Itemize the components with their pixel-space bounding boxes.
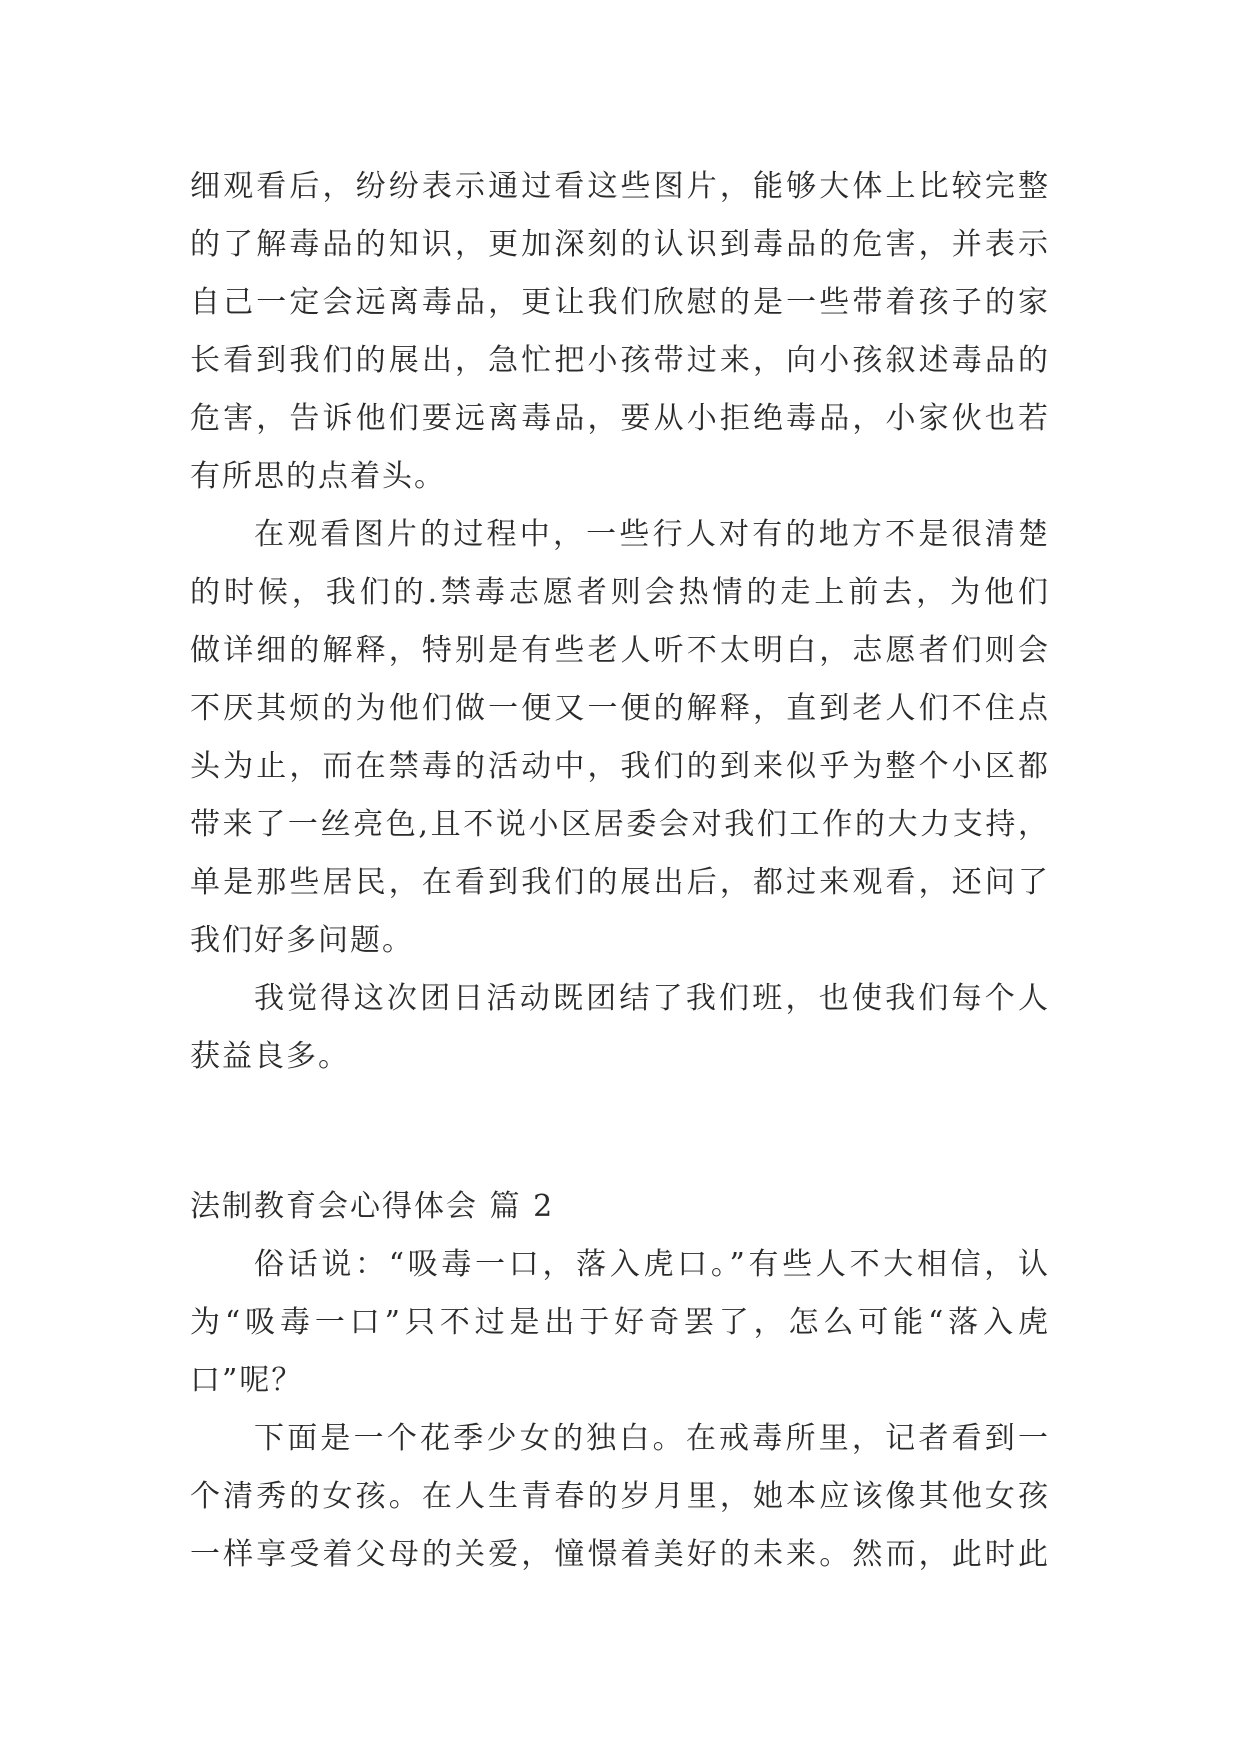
text-line: 我们好多问题。 (190, 923, 414, 958)
text-line: 个清秀的女孩。在人生青春的岁月里，她本应该像其他女孩 (190, 1479, 1050, 1514)
text-line: 口”呢？ (190, 1363, 304, 1398)
paragraph-2 (190, 506, 1050, 970)
paragraph-5 (190, 1410, 1050, 1584)
text-line: 头为止，而在禁毒的活动中，我们的到来似乎为整个小区都 (190, 749, 1050, 784)
paragraph-4 (190, 1236, 1050, 1410)
text-line: 危害，告诉他们要远离毒品，要从小拒绝毒品，小家伙也若 (190, 401, 1050, 436)
text-line: 自己一定会远离毒品，更让我们欣慰的是一些带着孩子的家 (190, 285, 1050, 320)
text-line: 单是那些居民，在看到我们的展出后，都过来观看，还问了 (190, 865, 1050, 900)
text-line: 不厌其烦的为他们做一便又一便的解释，直到老人们不住点 (190, 691, 1050, 726)
text-line: 长看到我们的展出，急忙把小孩带过来，向小孩叙述毒品的 (190, 343, 1050, 378)
text-line: 一样享受着父母的关爱，憧憬着美好的未来。然而，此时此 (190, 1537, 1050, 1572)
text-line: 为“吸毒一口”只不过是出于好奇罢了，怎么可能“落入虎 (190, 1305, 1050, 1340)
text-line: 俗话说：“吸毒一口，落入虎口。”有些人不大相信，认 (254, 1247, 1050, 1282)
text-line: 带来了一丝亮色,且不说小区居委会对我们工作的大力支持， (190, 807, 1050, 842)
document-body (190, 158, 1050, 1584)
text-line: 的了解毒品的知识，更加深刻的认识到毒品的危害，并表示 (190, 227, 1050, 262)
paragraph-3 (190, 970, 1050, 1086)
text-line: 的时候，我们的.禁毒志愿者则会热情的走上前去，为他们 (190, 575, 1050, 610)
section-title: 法制教育会心得体会 篇 2 (190, 1189, 555, 1224)
text-line: 下面是一个花季少女的独白。在戒毒所里，记者看到一 (254, 1421, 1050, 1456)
text-line: 有所思的点着头。 (190, 459, 446, 494)
text-line: 细观看后，纷纷表示通过看这些图片，能够大体上比较完整 (190, 169, 1050, 204)
text-line: 做详细的解释，特别是有些老人听不太明白，志愿者们则会 (190, 633, 1050, 668)
text-line: 在观看图片的过程中，一些行人对有的地方不是很清楚 (254, 517, 1050, 552)
section-gap (190, 1086, 1050, 1178)
paragraph-1 (190, 158, 1050, 506)
text-line: 我觉得这次团日活动既团结了我们班，也使我们每个人 (254, 981, 1050, 1016)
text-line: 获益良多。 (190, 1039, 350, 1074)
